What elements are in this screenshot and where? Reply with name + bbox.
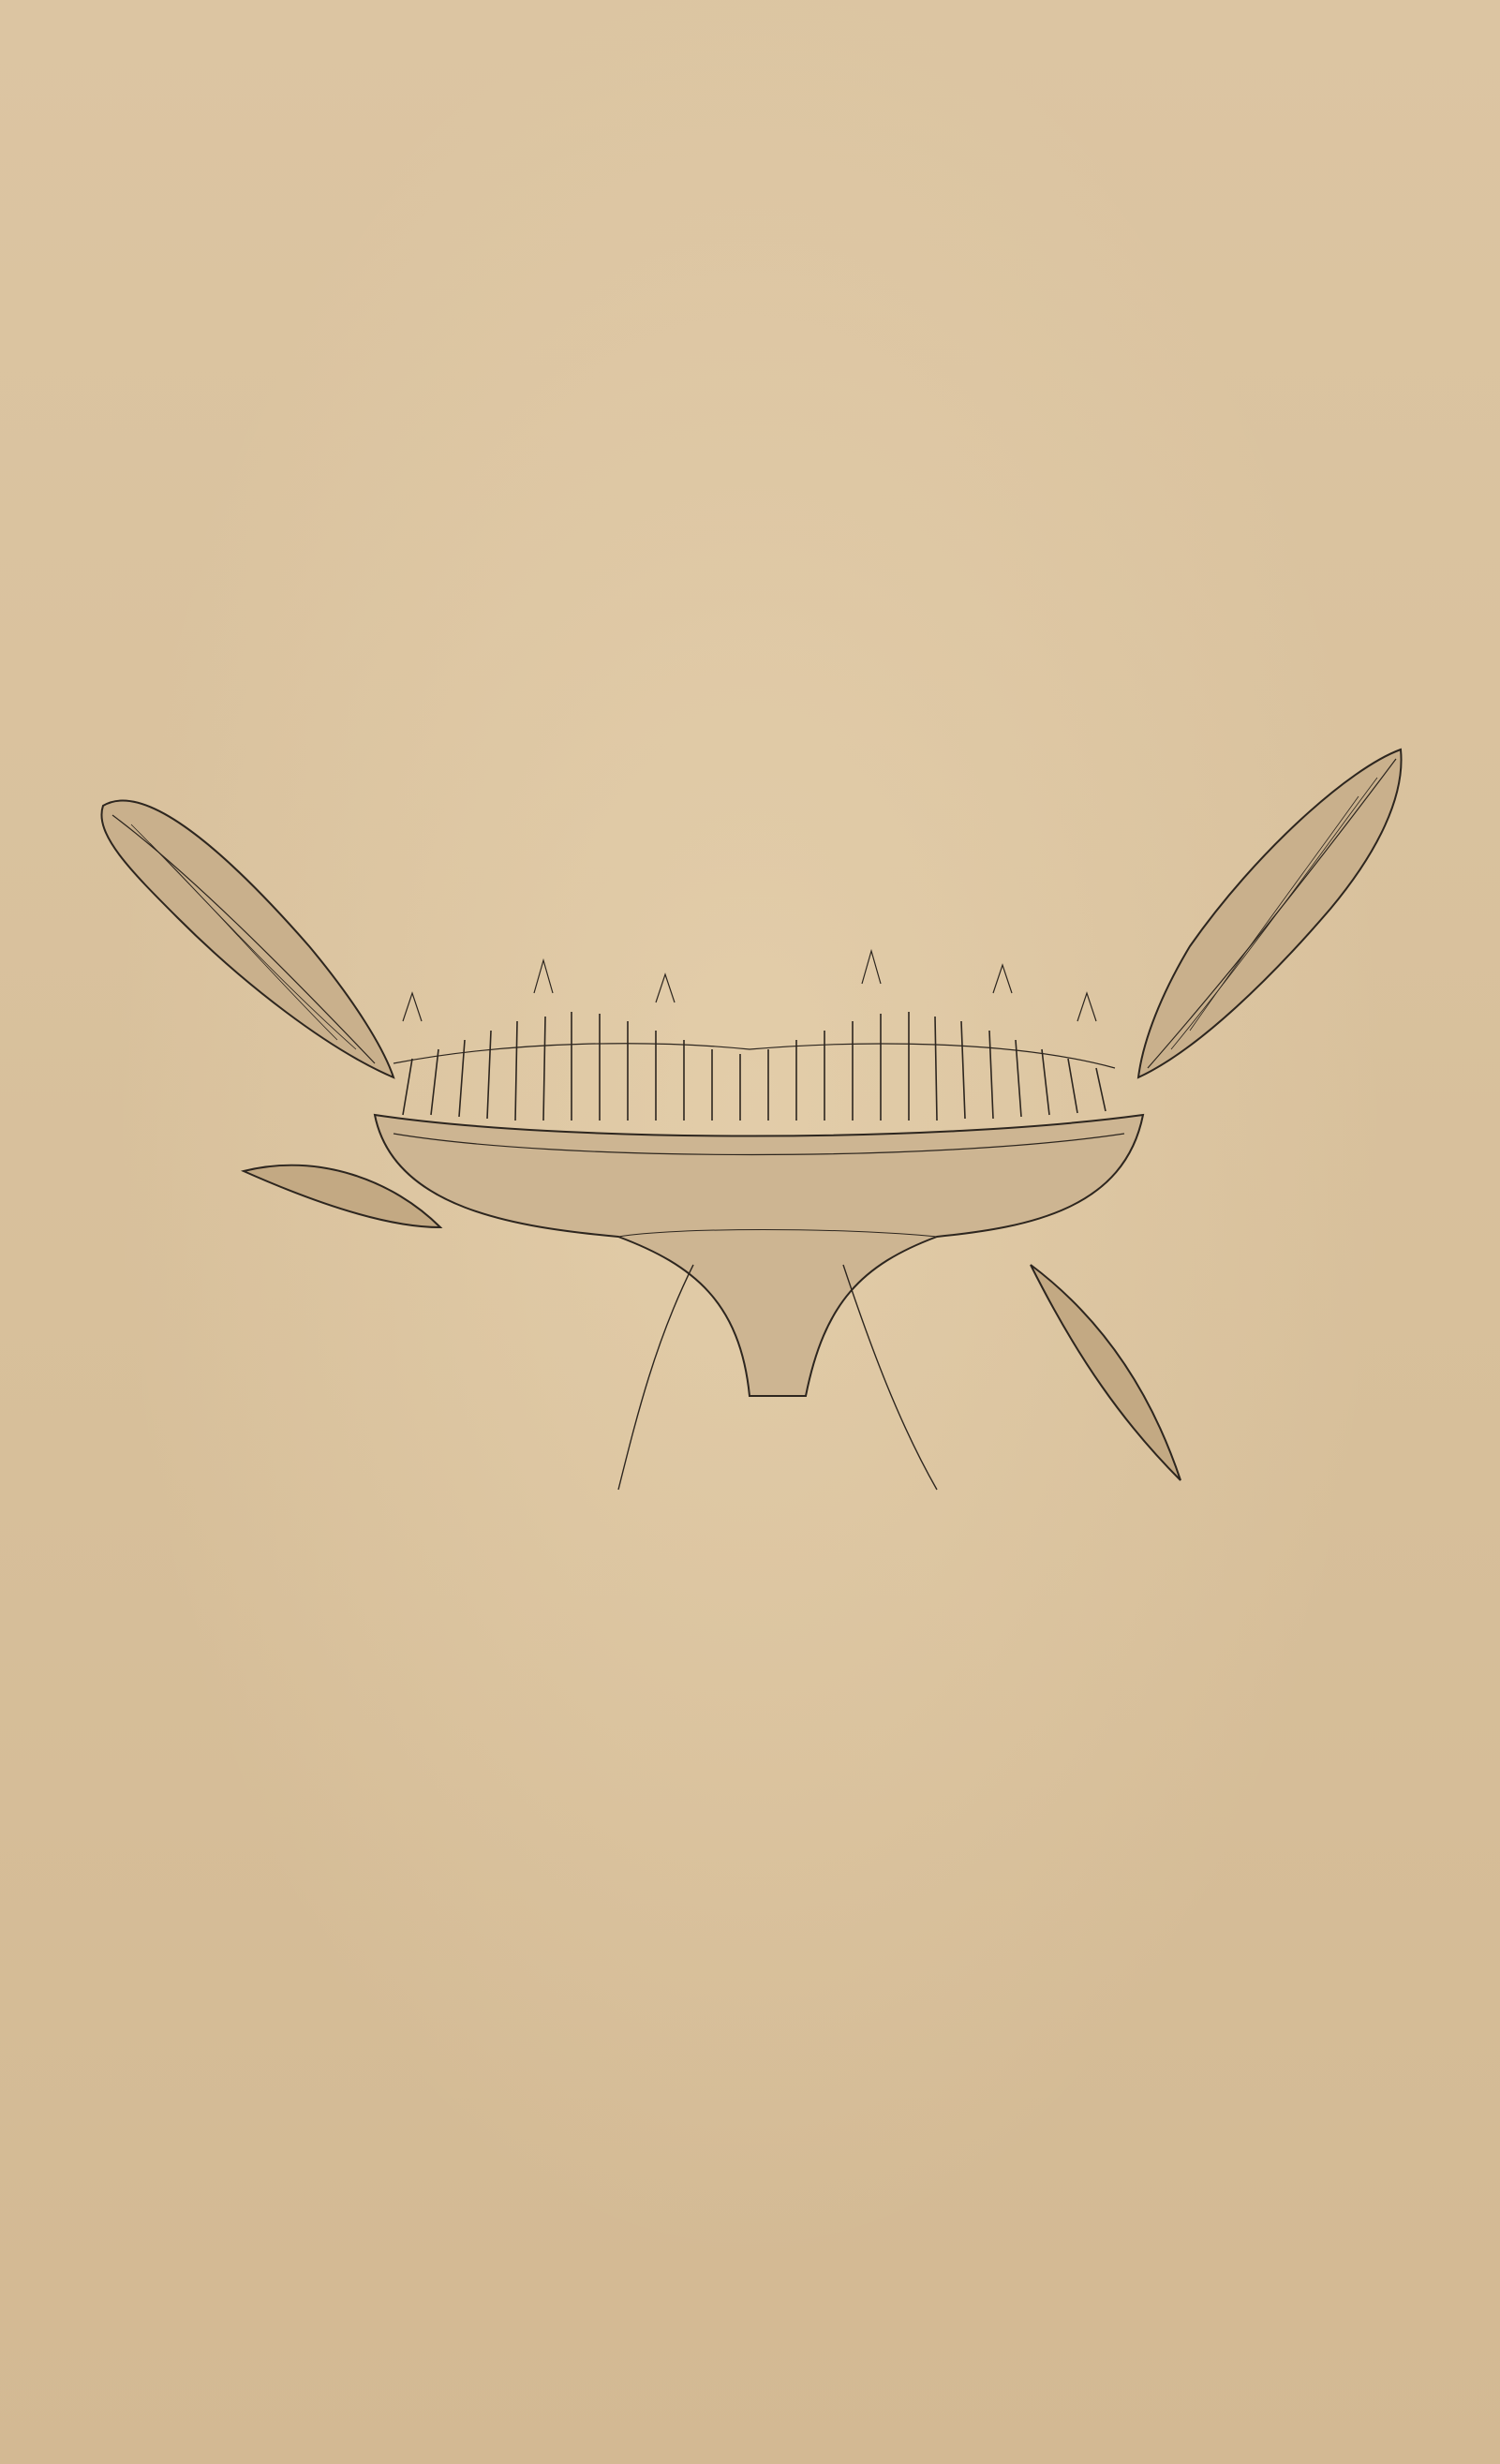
figure-illustration — [94, 740, 1415, 1499]
figure-caption — [124, 1501, 1379, 1538]
sunflower-head-section-drawing — [94, 740, 1415, 1499]
running-head — [0, 124, 1500, 180]
